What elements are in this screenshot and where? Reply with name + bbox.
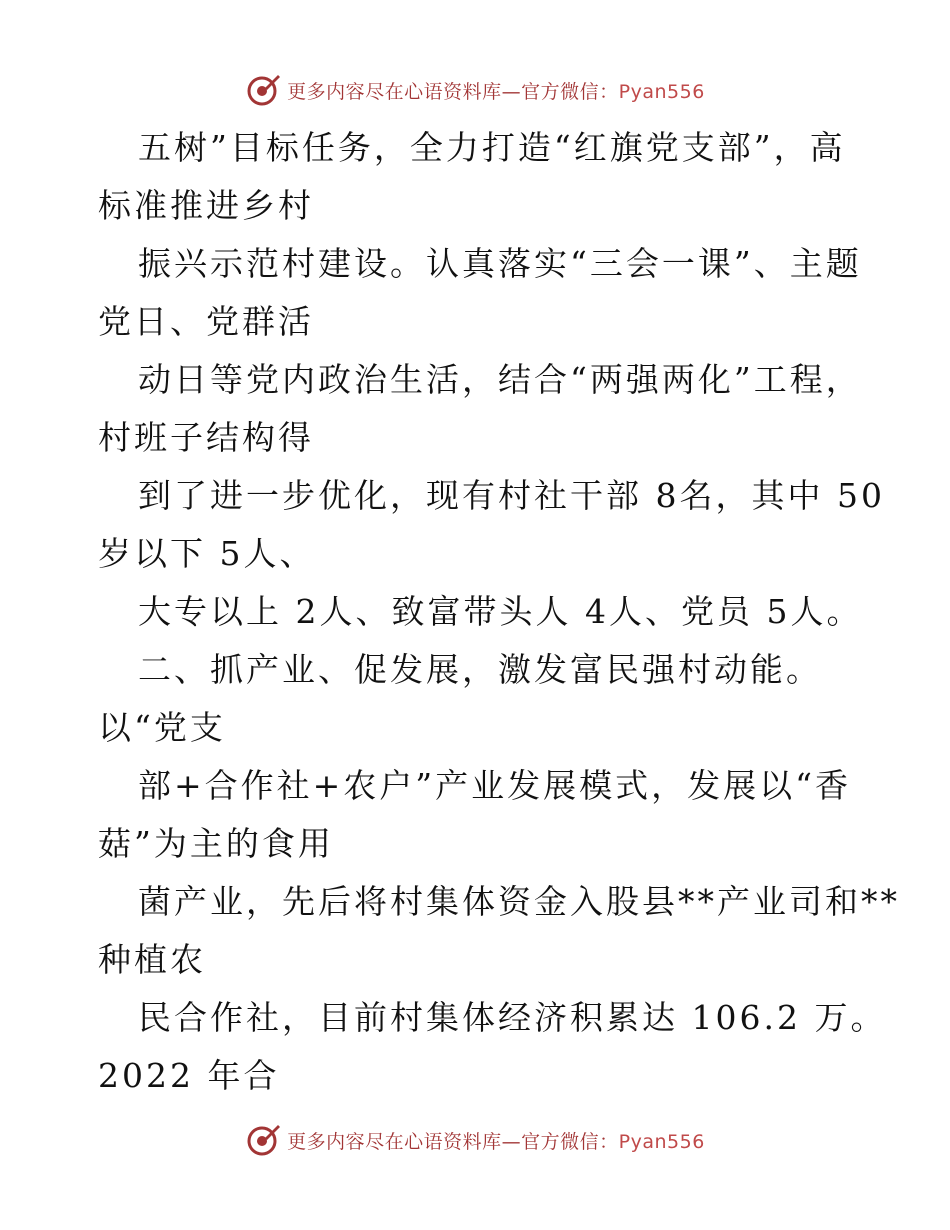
text-line: 大专以上 2人、致富带头人 4人、党员 5人。 <box>138 592 863 631</box>
text-line: 民合作社，目前村集体经济积累达 106.2 万。 <box>138 998 887 1037</box>
text-line: 动日等党内政治生活，结合“两强两化”工程， <box>138 360 862 399</box>
text-line: 部+合作社+农户”产业发展模式，发展以“香 <box>138 766 852 805</box>
text-line: 五树”目标任务，全力打造“红旗党支部”，高 <box>138 128 846 167</box>
text-line: 菇”为主的食用 <box>98 824 334 863</box>
header-banner <box>0 70 950 110</box>
pen-logo-icon <box>245 72 281 108</box>
header-banner-text <box>287 77 705 104</box>
text-line: 种植农 <box>98 940 206 979</box>
footer-banner-text <box>287 1127 705 1154</box>
footer-banner <box>0 1120 950 1160</box>
pen-logo-icon <box>245 1122 281 1158</box>
text-line: 菌产业，先后将村集体资金入股县**产业司和** <box>138 882 900 921</box>
text-line: 2022 年合 <box>98 1056 280 1095</box>
text-line: 到了进一步优化，现有村社干部 8名，其中 50 <box>138 476 885 515</box>
header-banner-id: Pyan556 <box>618 80 705 103</box>
text-line: 二、抓产业、促发展，激发富民强村动能。 <box>138 650 822 689</box>
footer-banner-label: 更多内容尽在心语资料库—官方微信： <box>287 1130 619 1153</box>
footer-banner-id: Pyan556 <box>618 1130 705 1153</box>
text-line: 村班子结构得 <box>98 418 314 457</box>
text-line: 标准推进乡村 <box>98 186 314 225</box>
text-line: 振兴示范村建设。认真落实“三会一课”、主题 <box>138 244 862 283</box>
text-line: 岁以下 5人、 <box>98 534 316 573</box>
header-banner-label: 更多内容尽在心语资料库—官方微信： <box>287 80 619 103</box>
text-line: 以“党支 <box>98 708 226 747</box>
text-line: 党日、党群活 <box>98 302 314 341</box>
